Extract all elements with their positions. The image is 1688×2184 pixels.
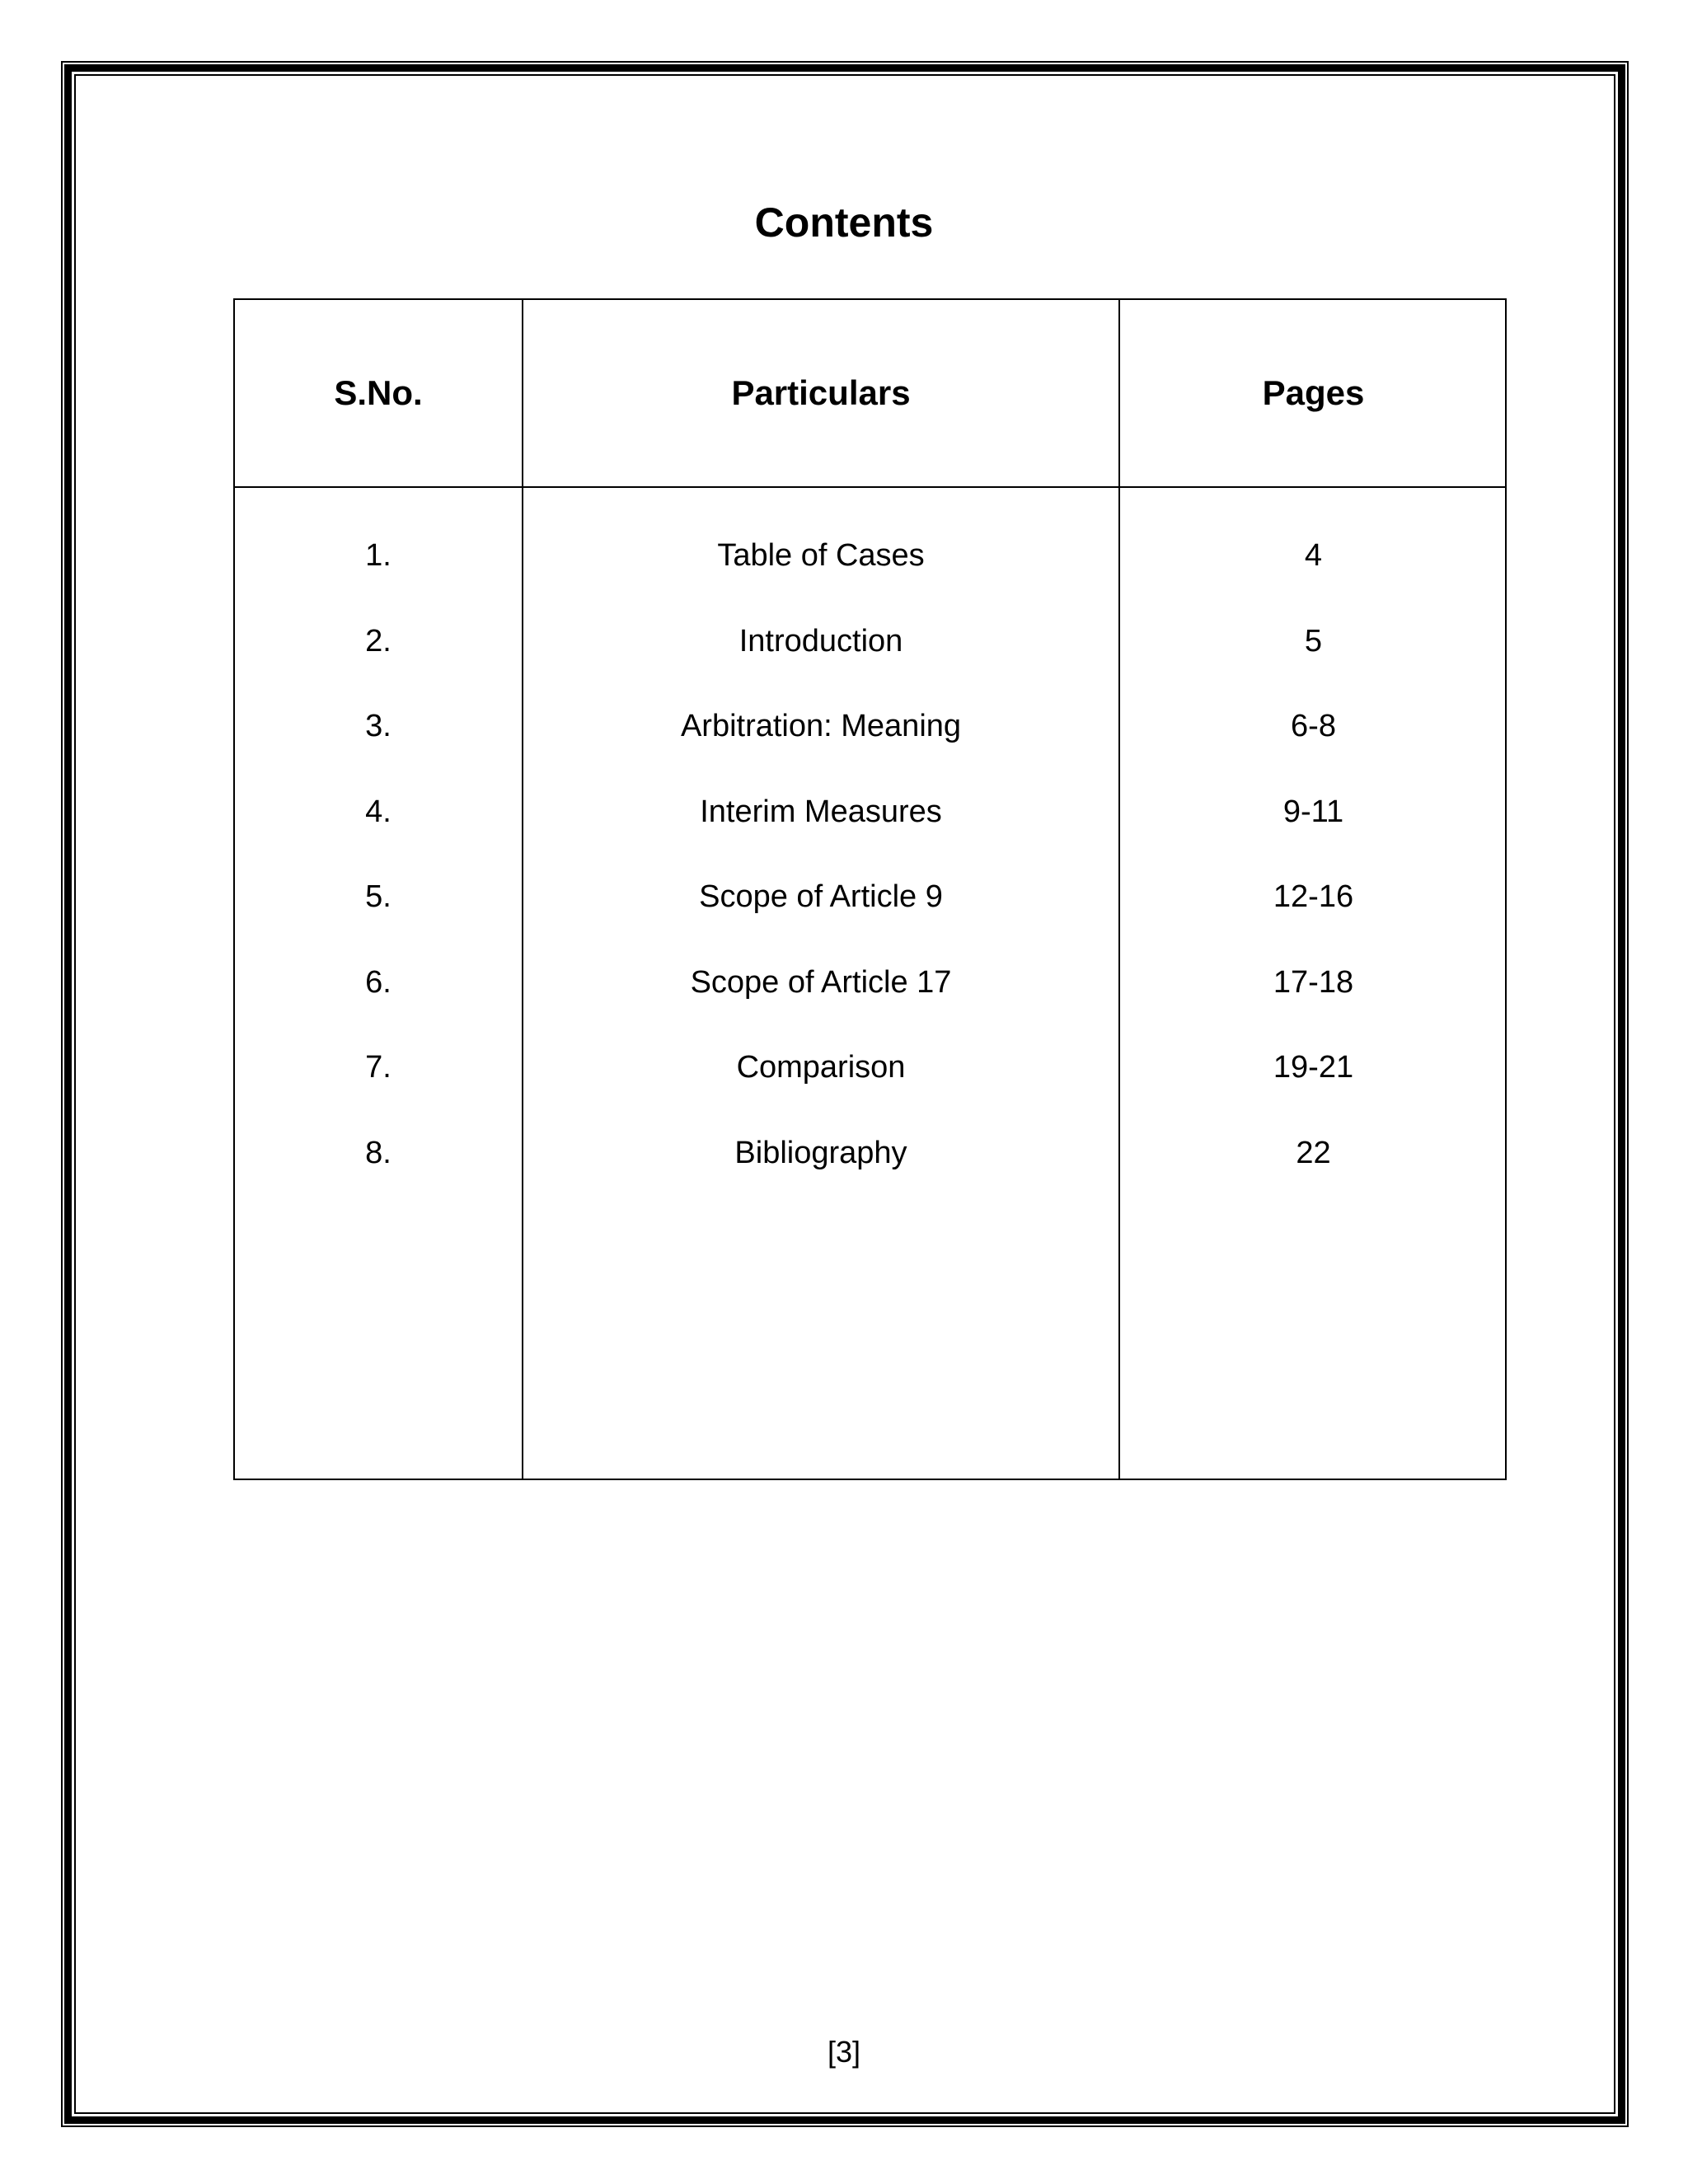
header-particulars: Particulars [731,373,911,412]
row-pages: 12-16 [1273,879,1354,914]
row-particulars: Table of Cases [717,538,925,573]
row-sno: 8. [365,1135,392,1170]
header-sno: S.No. [334,373,423,412]
row-pages: 17-18 [1273,964,1354,1000]
header-divider [235,486,1505,488]
table-row [235,872,1505,958]
row-particulars: Bibliography [734,1135,907,1170]
row-particulars: Scope of Article 17 [690,964,952,1000]
row-pages: 19-21 [1273,1050,1354,1085]
row-sno: 1. [365,538,392,573]
row-particulars: Interim Measures [700,794,942,829]
table-row [235,787,1505,873]
page-number: [3] [827,2035,861,2069]
row-sno: 6. [365,964,392,1000]
row-pages: 22 [1296,1135,1331,1170]
table-row [235,1043,1505,1128]
row-sno: 3. [365,709,392,743]
row-particulars: Comparison [736,1050,906,1085]
table-row [235,531,1505,616]
contents-table [233,298,1507,1480]
row-sno: 5. [365,879,392,914]
table-row [235,1128,1505,1214]
row-pages: 6-8 [1291,709,1336,743]
row-particulars: Arbitration: Meaning [680,709,962,743]
table-row [235,701,1505,787]
row-particulars: Scope of Article 9 [699,879,943,914]
row-sno: 2. [365,623,392,658]
row-sno: 7. [365,1050,392,1085]
row-sno: 4. [365,794,392,829]
row-particulars: Introduction [738,623,903,658]
table-row [235,958,1505,1043]
row-pages: 5 [1304,623,1323,658]
table-body [235,531,1505,1213]
row-pages: 9-11 [1282,794,1344,829]
page-title: Contents [754,199,934,246]
header-pages: Pages [1262,373,1365,412]
row-pages: 4 [1304,538,1323,573]
table-row [235,616,1505,702]
